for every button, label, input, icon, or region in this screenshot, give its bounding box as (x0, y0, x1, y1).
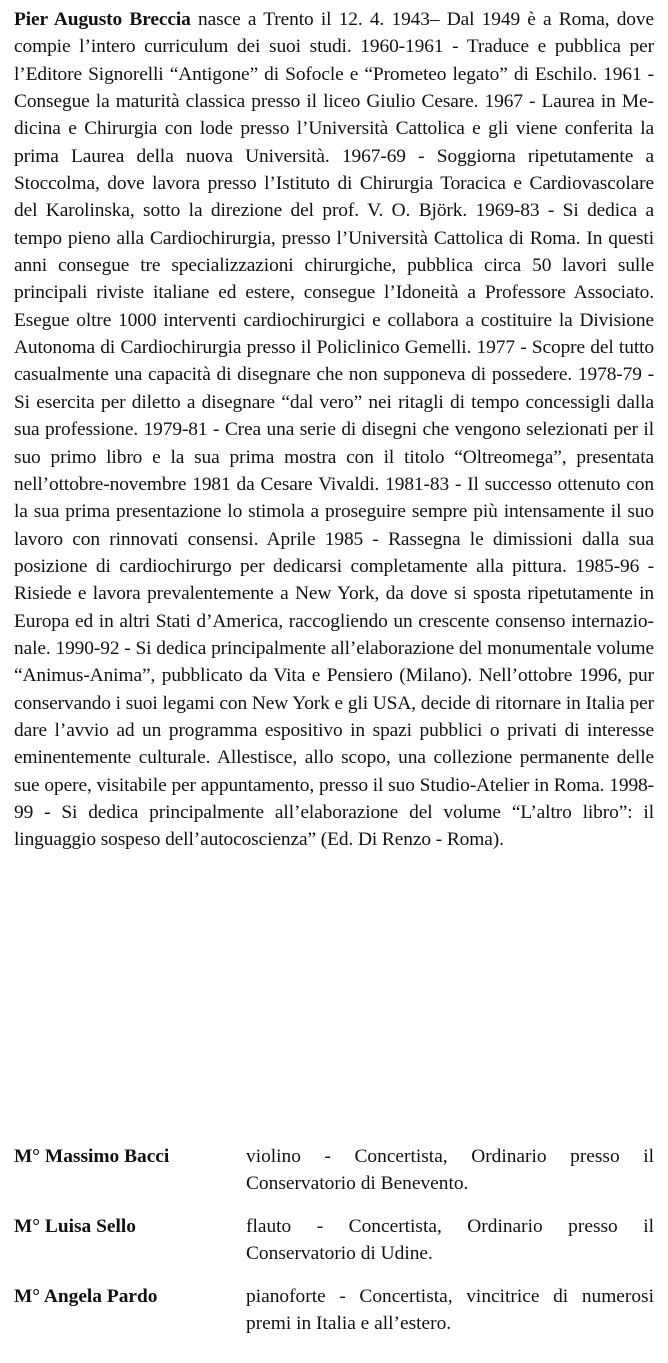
document-page (14, 6, 654, 1334)
performer-row (14, 1283, 654, 1337)
performer-row (14, 1143, 654, 1197)
biography-paragraph (14, 6, 654, 854)
performer-name: M° Luisa Sello (14, 1216, 136, 1237)
performer-description: pianoforte - Concertista, vincitrice di numerosi premi in Italia e all’estero. (246, 1286, 654, 1334)
performers-list (14, 1143, 654, 1353)
performer-description: flauto - Concertista, Ordinario presso il Conservatorio di Udine. (246, 1216, 654, 1264)
performer-name: M° Angela Pardo (14, 1286, 158, 1307)
performer-description: violino - Concertista, Ordinario presso il Conservatorio di Benevento. (246, 1146, 654, 1194)
artist-name: Pier Augusto Breccia (14, 9, 191, 30)
performer-name: M° Massimo Bacci (14, 1146, 170, 1167)
performer-row (14, 1213, 654, 1267)
biography-text: nasce a Trento il 12. 4. 1943– Dal 1949 è a Roma, dove compie l’intero curriculum dei suoi studi. 1960-1961 - Traduce e pubblica per l’Editore Signorelli “Antigone” di Sofocle e “Prometeo legato” di Eschilo. 1961 - Consegue la maturità classica presso il liceo Giulio Cesare. 1967 - Laurea in Medicina e Chirurgia con lode presso l’Università Cattolica e gli viene conferita la prima Laurea della nuova Università. 1967-69 - Soggiorna ripetutamente a Stoccolma, dove lavora presso l’Istituto di Chirurgia Toracica e Cardiovascolare del Karolinska, sotto la direzione del prof. V. O. Björk. 1969-83 - Si dedica a tempo pieno alla Cardiochirurgia, presso l’Università Cattolica di Roma. In questi anni consegue tre specializzazioni chirurgiche, pubblica circa 50 lavori sulle principali riviste italiane ed estere, consegue l’Idoneità a Professore Associato. Esegue oltre 1000 interventi cardiochirurgici e collabora a costituire la Divisione Autonoma di Cardiochirurgia presso il Policlinico Gemelli. 1977 - Scopre del tutto casualmente una capacità di disegnare che non supponeva di possedere. 1978-79 - Si esercita per diletto a disegnare “dal vero” nei ritagli di tempo concessigli dalla sua professione. 1979-81 - Crea una serie di disegni che vengono selezionati per il suo primo libro e la sua prima mostra con il titolo “Oltreomega”, presentata nell’ottobre-novembre 1981 da Cesare Vivaldi. 1981-83 - Il successo ottenuto con la sua prima presentazione lo stimola a proseguire sempre più intensamente il suo lavoro con rinnovati consensi. Aprile 1985 - Rassegna le dimissioni dalla sua posizione di cardiochirurgo per dedicarsi completamente alla pittura. 1985-96 - Risiede e lavora prevalentemente a New York, da dove si sposta ripetutamente in Europa ed in altri Stati d’America, raccogliendo un crescente consenso internazionale. 1990-92 - Si dedica principalmente all’elaborazione del monumentale volume “Animus-Anima”, pubblicato da Vita e Pensiero (Milano). Nell’ottobre 1996, pur conservando i suoi legami con New York e gli USA, decide di ritornare in Italia per dare l’avvio ad un programma espositivo in spazi pubblici o privati di interesse eminentemente culturale. Allestisce, allo scopo, una collezione permanente delle sue opere, visitabile per appuntamento, presso il suo Studio-Atelier in Roma. 1998-99 - Si dedica principalmente all’elaborazione del volume “L’altro libro”: il linguaggio sospeso dell’autocoscienza” (Ed. Di Renzo - Roma). (14, 9, 654, 851)
